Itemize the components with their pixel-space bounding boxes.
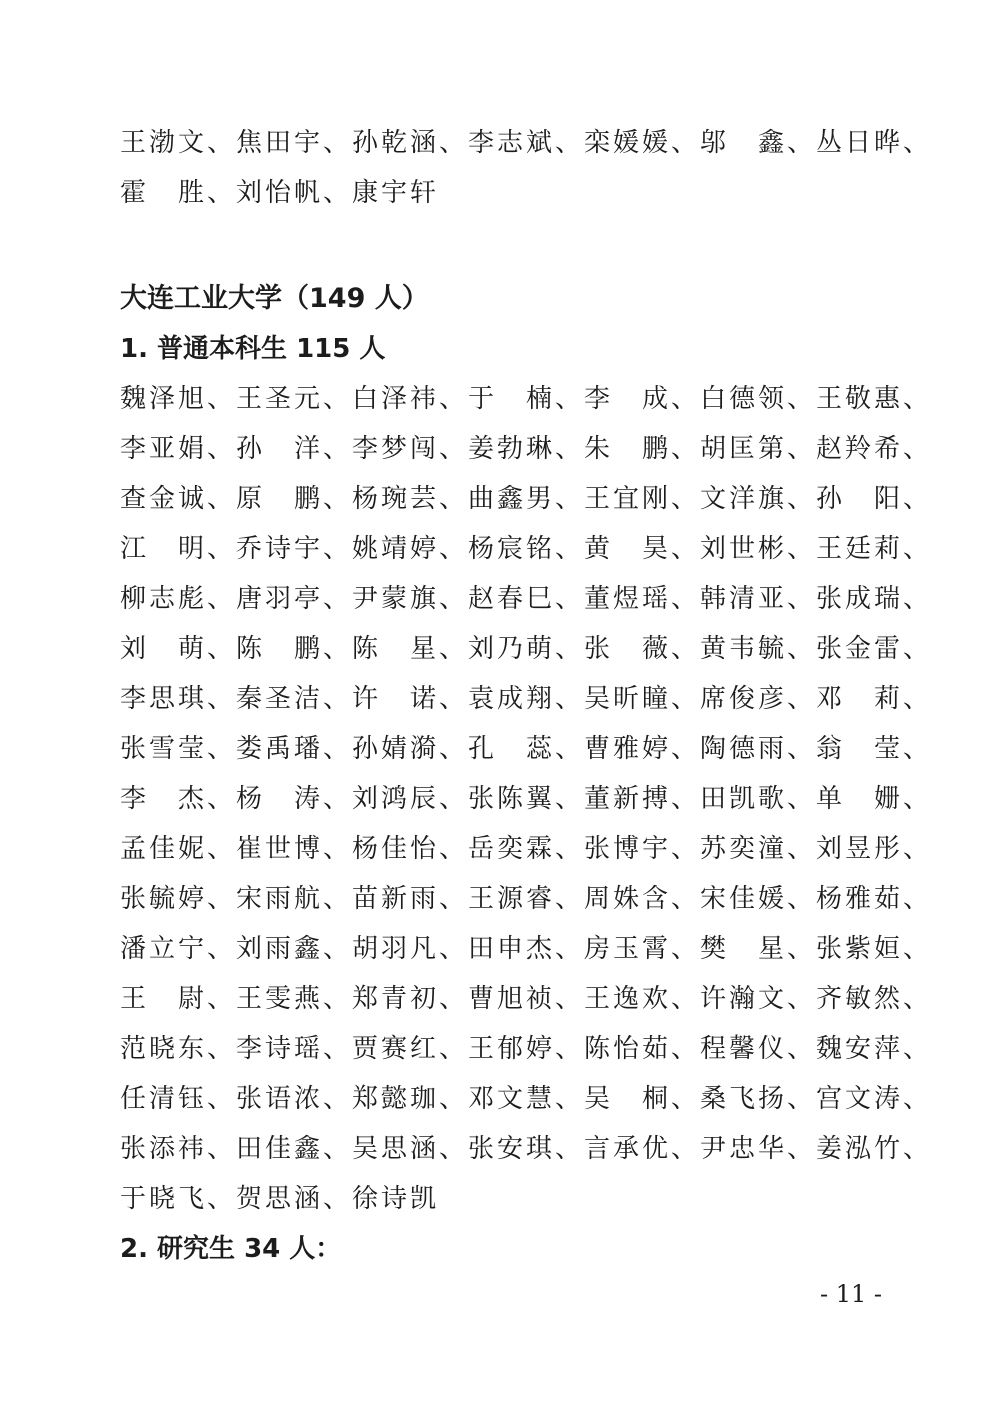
names-line: 李 杰、杨 涛、刘鸿辰、张陈翼、董新搏、田凯歌、单 姗、: [120, 784, 933, 814]
page-number: - 11 -: [819, 1280, 882, 1308]
university-heading: 大连工业大学（149 人）: [120, 283, 429, 314]
names-line: 张雪莹、娄禹璠、孙婧漪、孔 蕊、曹雅婷、陶德雨、翁 莹、: [120, 734, 933, 764]
names-line: 孟佳妮、崔世博、杨佳怡、岳奕霖、张博宇、苏奕潼、刘昱彤、: [120, 834, 933, 864]
names-line: 王 尉、王雯燕、郑青初、曹旭祯、王逸欢、许瀚文、齐敏然、: [120, 984, 933, 1014]
names-line: 任清钰、张语浓、郑懿珈、邓文慧、吴 桐、桑飞扬、宫文涛、: [120, 1084, 933, 1114]
names-line: 王渤文、焦田宇、孙乾涵、李志斌、栾媛媛、邬 鑫、丛日晔、: [120, 128, 933, 158]
names-line: 柳志彪、唐羽亭、尹蒙旗、赵春巳、董煜瑶、韩清亚、张成瑞、: [120, 584, 933, 614]
names-line: 查金诚、原 鹏、杨琬芸、曲鑫男、王宜刚、文洋旗、孙 阳、: [120, 484, 933, 514]
names-line: 魏泽旭、王圣元、白泽祎、于 楠、李 成、白德领、王敬惠、: [120, 384, 933, 414]
names-line: 江 明、乔诗宇、姚靖婷、杨宸铭、黄 昊、刘世彬、王廷莉、: [120, 534, 933, 564]
names-line: 刘 萌、陈 鹏、陈 星、刘乃萌、张 薇、黄韦毓、张金雷、: [120, 634, 933, 664]
section-heading-undergraduate: 1. 普通本科生 115 人: [120, 334, 386, 364]
section-heading-graduate: 2. 研究生 34 人：: [120, 1234, 342, 1264]
names-line: 张毓婷、宋雨航、苗新雨、王源睿、周姝含、宋佳媛、杨雅茹、: [120, 884, 933, 914]
names-line: 潘立宁、刘雨鑫、胡羽凡、田申杰、房玉霄、樊 星、张紫姮、: [120, 934, 933, 964]
names-line: 范晓东、李诗瑶、贾赛红、王郁婷、陈怡茹、程馨仪、魏安萍、: [120, 1034, 933, 1064]
names-line: 霍 胜、刘怡帆、康宇轩: [120, 178, 440, 208]
names-line: 于晓飞、贺思涵、徐诗凯: [120, 1184, 440, 1214]
undergraduate-names: [120, 374, 933, 1224]
prev-section-names: [120, 118, 933, 218]
names-line: 李亚娟、孙 洋、李梦闯、姜勃琳、朱 鹏、胡匡第、赵羚希、: [120, 434, 933, 464]
document-content: [120, 118, 933, 1274]
names-line: 李思琪、秦圣洁、许 诺、袁成翔、吴昕瞳、席俊彦、邓 莉、: [120, 684, 933, 714]
names-line: 张添祎、田佳鑫、吴思涵、张安琪、言承优、尹忠华、姜泓竹、: [120, 1134, 933, 1164]
